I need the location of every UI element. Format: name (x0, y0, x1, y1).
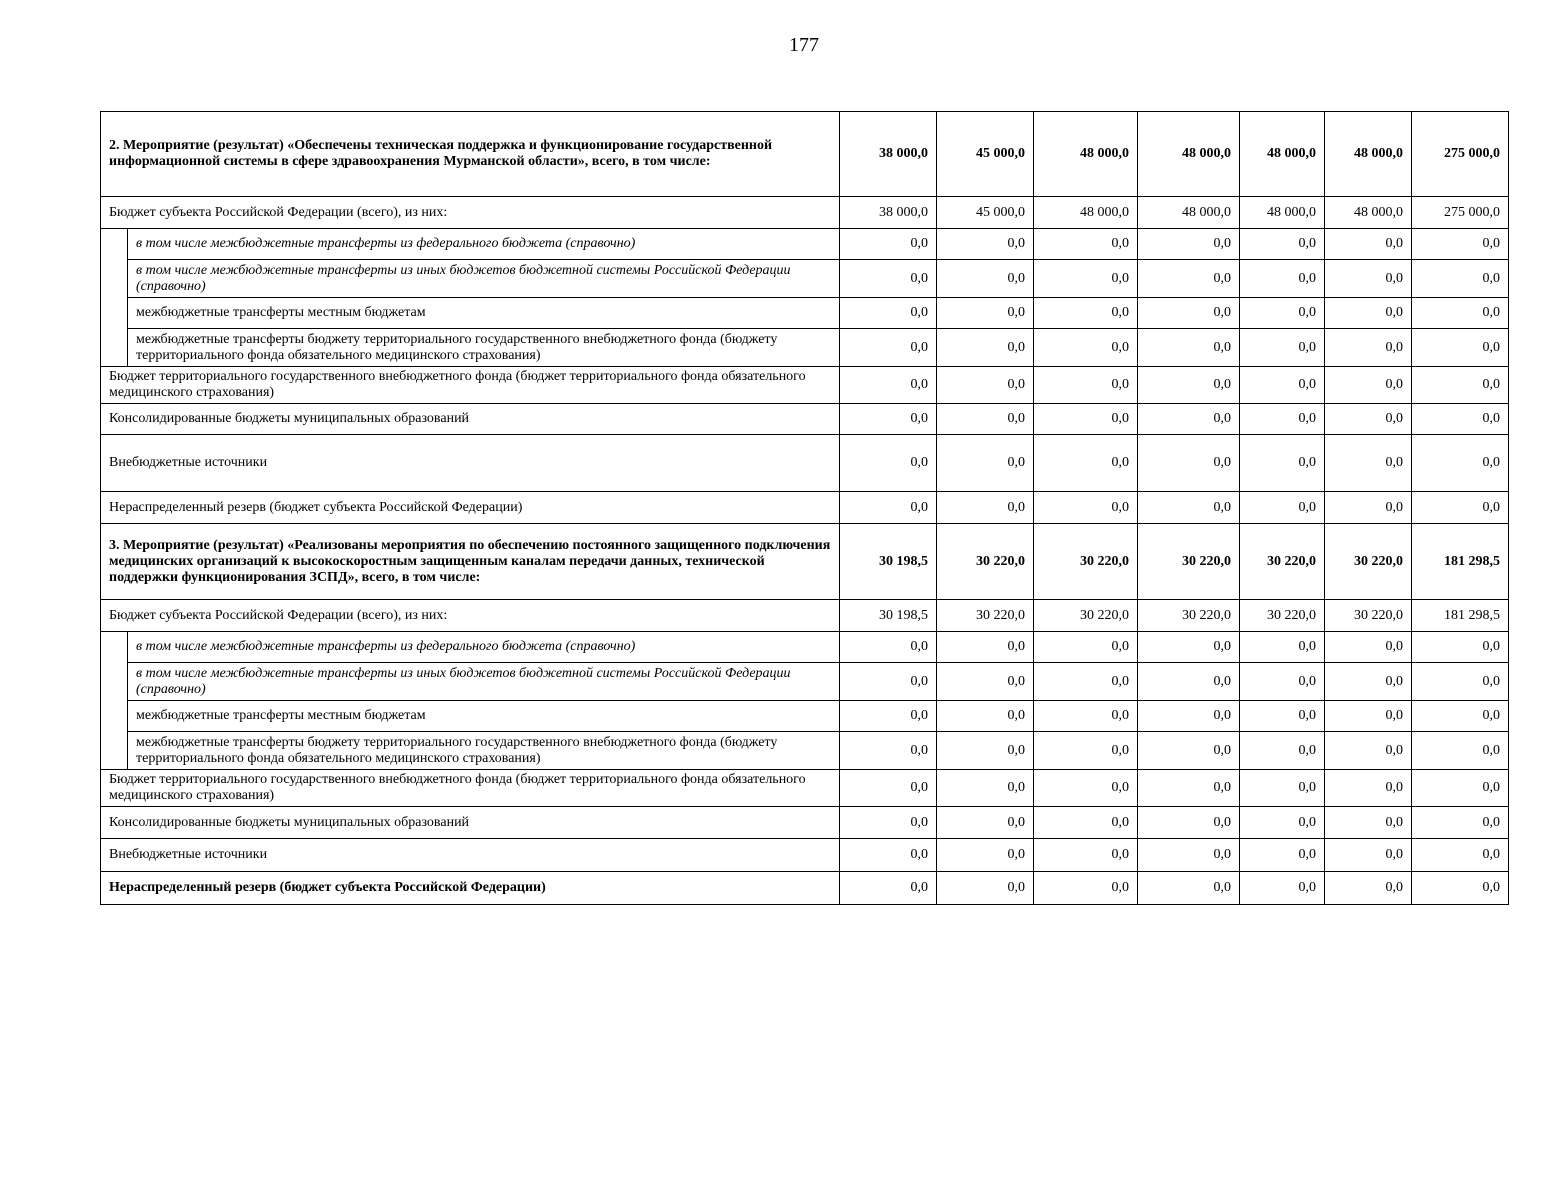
value-cell: 0,0 (1325, 404, 1412, 435)
value-cell: 0,0 (1240, 663, 1325, 701)
row-label: межбюджетные трансферты бюджету территориального государственного внебюджетного фонда (бюджету территориального фонда обязательного медицинского страхования) (128, 732, 840, 770)
value-cell: 0,0 (1240, 839, 1325, 872)
value-cell: 0,0 (840, 663, 937, 701)
value-cell: 0,0 (1240, 632, 1325, 663)
value-cell: 0,0 (1412, 872, 1509, 905)
value-cell: 0,0 (840, 632, 937, 663)
value-cell: 30 220,0 (1240, 524, 1325, 600)
value-cell: 0,0 (840, 807, 937, 839)
value-cell: 0,0 (1412, 329, 1509, 367)
table-row (101, 298, 1509, 329)
table-row (101, 600, 1509, 632)
value-cell: 38 000,0 (840, 197, 937, 229)
value-cell: 0,0 (1034, 329, 1138, 367)
table-row (101, 112, 1509, 197)
value-cell: 0,0 (1412, 632, 1509, 663)
row-label: межбюджетные трансферты местным бюджетам (128, 701, 840, 732)
indent-cell (101, 632, 128, 770)
table-row (101, 632, 1509, 663)
value-cell: 0,0 (1240, 229, 1325, 260)
value-cell: 181 298,5 (1412, 600, 1509, 632)
value-cell: 0,0 (937, 367, 1034, 404)
value-cell: 0,0 (840, 329, 937, 367)
value-cell: 0,0 (1034, 732, 1138, 770)
value-cell: 0,0 (937, 839, 1034, 872)
value-cell: 0,0 (1034, 770, 1138, 807)
row-label: Консолидированные бюджеты муниципальных образований (101, 404, 840, 435)
value-cell: 0,0 (1240, 770, 1325, 807)
value-cell: 0,0 (1412, 404, 1509, 435)
row-label: Нераспределенный резерв (бюджет субъекта Российской Федерации) (101, 872, 840, 905)
value-cell: 0,0 (1034, 872, 1138, 905)
value-cell: 0,0 (1412, 298, 1509, 329)
value-cell: 0,0 (1138, 839, 1240, 872)
value-cell: 0,0 (1240, 492, 1325, 524)
value-cell: 0,0 (1138, 435, 1240, 492)
value-cell: 0,0 (1325, 732, 1412, 770)
value-cell: 0,0 (937, 260, 1034, 298)
row-label: Бюджет субъекта Российской Федерации (всего), из них: (101, 197, 840, 229)
value-cell: 0,0 (1325, 807, 1412, 839)
value-cell: 0,0 (1412, 732, 1509, 770)
value-cell: 181 298,5 (1412, 524, 1509, 600)
row-label: в том числе межбюджетные трансферты из федерального бюджета (справочно) (128, 632, 840, 663)
value-cell: 0,0 (1412, 229, 1509, 260)
value-cell: 0,0 (1138, 260, 1240, 298)
value-cell: 0,0 (1240, 260, 1325, 298)
budget-table (100, 111, 1509, 905)
value-cell: 0,0 (1138, 632, 1240, 663)
value-cell: 0,0 (1240, 807, 1325, 839)
value-cell: 30 220,0 (937, 524, 1034, 600)
value-cell: 0,0 (1325, 329, 1412, 367)
table-row (101, 663, 1509, 701)
value-cell: 0,0 (1325, 872, 1412, 905)
row-label: межбюджетные трансферты бюджету территориального государственного внебюджетного фонда (бюджету территориального фонда обязательного медицинского страхования) (128, 329, 840, 367)
value-cell: 0,0 (1138, 298, 1240, 329)
value-cell: 48 000,0 (1138, 112, 1240, 197)
value-cell: 0,0 (1138, 492, 1240, 524)
row-label: Консолидированные бюджеты муниципальных образований (101, 807, 840, 839)
value-cell: 30 220,0 (1325, 600, 1412, 632)
value-cell: 0,0 (1034, 260, 1138, 298)
value-cell: 0,0 (1325, 260, 1412, 298)
row-label: Бюджет субъекта Российской Федерации (всего), из них: (101, 600, 840, 632)
value-cell: 0,0 (1412, 839, 1509, 872)
value-cell: 0,0 (840, 492, 937, 524)
value-cell: 0,0 (840, 701, 937, 732)
value-cell: 0,0 (1325, 435, 1412, 492)
value-cell: 0,0 (1034, 807, 1138, 839)
value-cell: 0,0 (1138, 872, 1240, 905)
value-cell: 30 198,5 (840, 600, 937, 632)
value-cell: 0,0 (1240, 329, 1325, 367)
table-row (101, 492, 1509, 524)
value-cell: 0,0 (1138, 329, 1240, 367)
value-cell: 0,0 (1412, 663, 1509, 701)
value-cell: 0,0 (1240, 404, 1325, 435)
value-cell: 0,0 (937, 492, 1034, 524)
value-cell: 30 198,5 (840, 524, 937, 600)
value-cell: 48 000,0 (1325, 197, 1412, 229)
indent-cell (101, 229, 128, 367)
value-cell: 48 000,0 (1240, 197, 1325, 229)
value-cell: 0,0 (937, 663, 1034, 701)
value-cell: 0,0 (1138, 732, 1240, 770)
value-cell: 0,0 (1412, 367, 1509, 404)
row-label: 2. Мероприятие (результат) «Обеспечены техническая поддержка и функционирование государственной информационной системы в сфере здравоохранения Мурманской области», всего, в том числе: (101, 112, 840, 197)
value-cell: 30 220,0 (937, 600, 1034, 632)
value-cell: 0,0 (840, 229, 937, 260)
value-cell: 0,0 (1412, 435, 1509, 492)
row-label: в том числе межбюджетные трансферты из федерального бюджета (справочно) (128, 229, 840, 260)
table-row (101, 732, 1509, 770)
value-cell: 275 000,0 (1412, 112, 1509, 197)
value-cell: 0,0 (1325, 298, 1412, 329)
value-cell: 0,0 (1034, 492, 1138, 524)
value-cell: 0,0 (1325, 839, 1412, 872)
value-cell: 45 000,0 (937, 197, 1034, 229)
row-label: 3. Мероприятие (результат) «Реализованы мероприятия по обеспечению постоянного защищенного подключения медицинских организаций к высокоскоростным защищенным каналам передачи данных, технической поддержки функционирования ЗСПД», всего, в том числе: (101, 524, 840, 600)
value-cell: 0,0 (937, 329, 1034, 367)
row-label: Внебюджетные источники (101, 435, 840, 492)
value-cell: 0,0 (1412, 807, 1509, 839)
value-cell: 0,0 (840, 872, 937, 905)
value-cell: 0,0 (1034, 298, 1138, 329)
value-cell: 48 000,0 (1034, 197, 1138, 229)
value-cell: 0,0 (1138, 229, 1240, 260)
value-cell: 0,0 (1138, 367, 1240, 404)
value-cell: 0,0 (1325, 367, 1412, 404)
row-label: в том числе межбюджетные трансферты из иных бюджетов бюджетной системы Российской Федерации (справочно) (128, 260, 840, 298)
value-cell: 275 000,0 (1412, 197, 1509, 229)
value-cell: 30 220,0 (1138, 524, 1240, 600)
value-cell: 0,0 (1240, 872, 1325, 905)
value-cell: 0,0 (1138, 404, 1240, 435)
value-cell: 0,0 (937, 872, 1034, 905)
value-cell: 0,0 (1325, 492, 1412, 524)
value-cell: 0,0 (1138, 807, 1240, 839)
value-cell: 0,0 (1240, 298, 1325, 329)
budget-table-body (101, 112, 1509, 905)
value-cell: 0,0 (1138, 701, 1240, 732)
value-cell: 0,0 (1325, 701, 1412, 732)
value-cell: 0,0 (1138, 663, 1240, 701)
table-row (101, 329, 1509, 367)
value-cell: 48 000,0 (1325, 112, 1412, 197)
table-row (101, 524, 1509, 600)
value-cell: 0,0 (1034, 663, 1138, 701)
value-cell: 30 220,0 (1138, 600, 1240, 632)
value-cell: 0,0 (1325, 663, 1412, 701)
value-cell: 0,0 (1034, 229, 1138, 260)
value-cell: 0,0 (1034, 367, 1138, 404)
value-cell: 0,0 (1412, 492, 1509, 524)
row-label: в том числе межбюджетные трансферты из иных бюджетов бюджетной системы Российской Федерации (справочно) (128, 663, 840, 701)
table-row (101, 260, 1509, 298)
table-row (101, 435, 1509, 492)
value-cell: 0,0 (937, 404, 1034, 435)
row-label: Нераспределенный резерв (бюджет субъекта Российской Федерации) (101, 492, 840, 524)
value-cell: 0,0 (937, 807, 1034, 839)
value-cell: 0,0 (1325, 632, 1412, 663)
value-cell: 0,0 (1325, 770, 1412, 807)
table-row (101, 367, 1509, 404)
row-label: Бюджет территориального государственного внебюджетного фонда (бюджет территориального фонда обязательного медицинского страхования) (101, 770, 840, 807)
value-cell: 0,0 (1412, 260, 1509, 298)
value-cell: 0,0 (1034, 435, 1138, 492)
value-cell: 0,0 (937, 732, 1034, 770)
value-cell: 0,0 (1240, 732, 1325, 770)
value-cell: 0,0 (937, 435, 1034, 492)
value-cell: 30 220,0 (1240, 600, 1325, 632)
page-number: 177 (789, 34, 819, 56)
value-cell: 0,0 (1034, 632, 1138, 663)
value-cell: 0,0 (840, 435, 937, 492)
value-cell: 48 000,0 (1034, 112, 1138, 197)
value-cell: 45 000,0 (937, 112, 1034, 197)
row-label: межбюджетные трансферты местным бюджетам (128, 298, 840, 329)
table-row (101, 770, 1509, 807)
value-cell: 0,0 (840, 404, 937, 435)
value-cell: 48 000,0 (1138, 197, 1240, 229)
value-cell: 0,0 (1034, 404, 1138, 435)
value-cell: 0,0 (1138, 770, 1240, 807)
value-cell: 30 220,0 (1325, 524, 1412, 600)
table-row (101, 872, 1509, 905)
value-cell: 0,0 (840, 732, 937, 770)
table-row (101, 701, 1509, 732)
table-row (101, 197, 1509, 229)
value-cell: 30 220,0 (1034, 524, 1138, 600)
value-cell: 38 000,0 (840, 112, 937, 197)
value-cell: 0,0 (840, 770, 937, 807)
value-cell: 0,0 (840, 298, 937, 329)
value-cell: 0,0 (1240, 367, 1325, 404)
value-cell: 0,0 (840, 367, 937, 404)
value-cell: 48 000,0 (1240, 112, 1325, 197)
row-label: Бюджет территориального государственного внебюджетного фонда (бюджет территориального фонда обязательного медицинского страхования) (101, 367, 840, 404)
value-cell: 0,0 (1325, 229, 1412, 260)
value-cell: 0,0 (1412, 701, 1509, 732)
table-row (101, 807, 1509, 839)
value-cell: 0,0 (937, 298, 1034, 329)
table-row (101, 229, 1509, 260)
value-cell: 0,0 (937, 632, 1034, 663)
value-cell: 0,0 (937, 701, 1034, 732)
value-cell: 0,0 (1034, 839, 1138, 872)
value-cell: 0,0 (1412, 770, 1509, 807)
table-row (101, 404, 1509, 435)
value-cell: 0,0 (937, 770, 1034, 807)
table-row (101, 839, 1509, 872)
value-cell: 30 220,0 (1034, 600, 1138, 632)
value-cell: 0,0 (1240, 435, 1325, 492)
value-cell: 0,0 (840, 839, 937, 872)
value-cell: 0,0 (937, 229, 1034, 260)
row-label: Внебюджетные источники (101, 839, 840, 872)
value-cell: 0,0 (840, 260, 937, 298)
value-cell: 0,0 (1240, 701, 1325, 732)
value-cell: 0,0 (1034, 701, 1138, 732)
